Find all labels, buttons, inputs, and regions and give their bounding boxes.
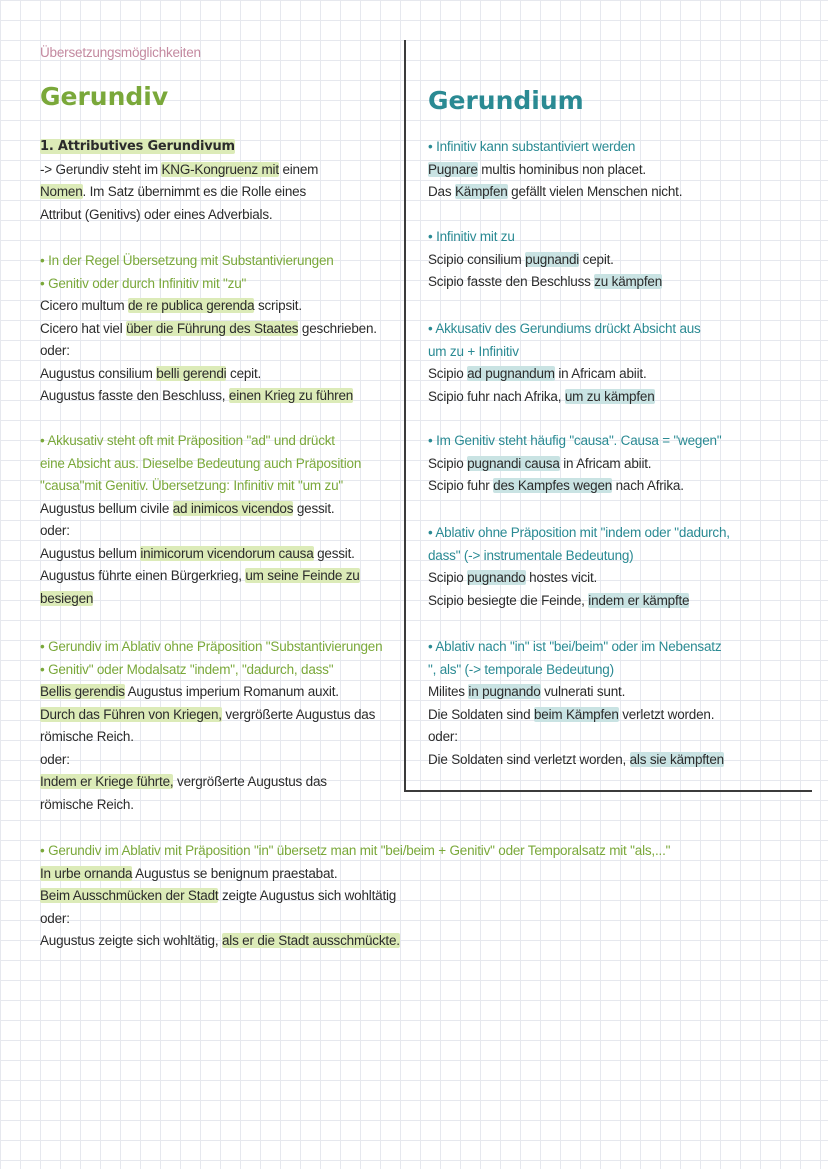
example-line: Augustus consilium belli gerendi cepit. xyxy=(40,365,262,381)
oder-line: oder: xyxy=(40,910,70,926)
bullet-line: "causa"mit Genitiv. Übersetzung: Infinitiv mit "um zu" xyxy=(40,478,343,493)
bullet-line: • Im Genitiv steht häufig "causa". Causa = "wegen" xyxy=(428,433,722,448)
example-line: Scipio consilium pugnandi cepit. xyxy=(428,251,614,267)
example-line: Augustus bellum inimicorum vicendorum causa gessit. xyxy=(40,545,355,561)
bullet-line: • Ablativ nach "in" ist "bei/beim" oder im Nebensatz xyxy=(428,639,722,654)
example-line: In urbe ornanda Augustus se benignum praestabat. xyxy=(40,865,338,881)
example-line: Augustus bellum civile ad inimicos vicendos gessit. xyxy=(40,500,335,516)
bullet-line: • Gerundiv im Ablativ mit Präposition "in" übersetz man mit "bei/beim + Genitiv" oder Temporalsatz mit "als,..." xyxy=(40,843,671,858)
bullet-line: • In der Regel Übersetzung mit Substantivierungen xyxy=(40,253,334,268)
gerundium-title: Gerundium xyxy=(428,86,584,115)
gerundium-section-ablativ xyxy=(428,522,730,612)
example-line: Indem er Kriege führte, vergrößerte Augustus das xyxy=(40,774,327,789)
oder-line: oder: xyxy=(40,751,70,767)
example-line: besiegen xyxy=(40,590,94,606)
oder-line: oder: xyxy=(40,523,70,538)
bullet-line: • Infinitiv kann substantiviert werden xyxy=(428,139,636,154)
bullet-line: dass" (-> instrumentale Bedeutung) xyxy=(428,547,634,563)
gerundium-section-genitiv xyxy=(428,430,721,498)
text-line: -> Gerundiv steht im KNG-Kongruenz mit einem xyxy=(40,161,319,177)
example-line: Pugnare multis hominibus non placet. xyxy=(428,161,646,177)
gerundiv-section-attributive xyxy=(40,136,318,226)
gerundium-section-infinitiv xyxy=(428,226,662,294)
divider-vertical xyxy=(404,40,406,792)
example-line: Scipio pugnandi causa in Africam abiit. xyxy=(428,455,652,471)
example-line: römische Reich. xyxy=(40,796,134,812)
page-heading: Übersetzungsmöglichkeiten xyxy=(40,45,201,60)
divider-horizontal xyxy=(404,790,812,792)
example-line: Scipio pugnando hostes vicit. xyxy=(428,570,598,585)
bullet-line: • Akkusativ des Gerundiums drückt Absicht aus xyxy=(428,321,701,336)
text-line: Attribut (Genitivs) oder eines Adverbials. xyxy=(40,206,273,222)
gerundiv-section-akkusativ xyxy=(40,430,361,610)
example-line: Bellis gerendis Augustus imperium Romanum auxit. xyxy=(40,684,339,699)
bullet-line: ", als" (-> temporale Bedeutung) xyxy=(428,661,614,677)
gerundium-section-substantiviert xyxy=(428,136,682,204)
bullet-line: um zu + Infinitiv xyxy=(428,343,519,359)
bottom-section xyxy=(40,840,670,953)
example-line: Die Soldaten sind verletzt worden, als sie kämpften xyxy=(428,751,724,767)
example-line: Scipio fasste den Beschluss zu kämpfen xyxy=(428,274,663,289)
example-line: Scipio fuhr nach Afrika, um zu kämpfen xyxy=(428,388,655,404)
example-line: Augustus fasste den Beschluss, einen Krieg zu führen xyxy=(40,388,354,403)
example-line: Milites in pugnando vulnerati sunt. xyxy=(428,684,626,699)
bullet-line: eine Absicht aus. Dieselbe Bedeutung auch Präposition xyxy=(40,455,362,471)
gerundiv-title: Gerundiv xyxy=(40,82,169,111)
gerundium-section-akkusativ xyxy=(428,318,701,408)
example-line: Scipio fuhr des Kampfes wegen nach Afrika. xyxy=(428,478,684,493)
example-line: Augustus führte einen Bürgerkrieg, um seine Feinde zu xyxy=(40,568,360,583)
oder-line: oder: xyxy=(40,343,70,358)
example-line: Cicero multum de re publica gerenda scripsit. xyxy=(40,298,302,313)
bullet-line: • Genitiv" oder Modalsatz "indem", "dadurch, dass" xyxy=(40,661,334,677)
example-line: Das Kämpfen gefällt vielen Menschen nicht. xyxy=(428,184,683,199)
section-heading: 1. Attributives Gerundivum xyxy=(40,139,235,154)
oder-line: oder: xyxy=(428,729,458,744)
text-line: Nomen. Im Satz übernimmt es die Rolle eines xyxy=(40,184,307,199)
bullet-line: • Akkusativ steht oft mit Präposition "ad" und drückt xyxy=(40,433,335,448)
example-line: Scipio ad pugnandum in Africam abiit. xyxy=(428,366,647,381)
example-line: Die Soldaten sind beim Kämpfen verletzt worden. xyxy=(428,706,715,722)
bullet-line: • Infinitiv mit zu xyxy=(428,229,515,244)
example-line: Scipio besiegte die Feinde, indem er kämpfte xyxy=(428,592,690,608)
gerundium-section-ablativ-in xyxy=(428,636,724,771)
bullet-line: • Gerundiv im Ablativ ohne Präposition "Substantivierungen xyxy=(40,639,383,654)
bullet-line: • Genitiv oder durch Infinitiv mit "zu" xyxy=(40,275,247,291)
example-line: römische Reich. xyxy=(40,729,134,744)
gerundiv-section-ablativ xyxy=(40,636,382,816)
example-line: Cicero hat viel über die Führung des Staates geschrieben. xyxy=(40,320,377,336)
example-line: Augustus zeigte sich wohltätig, als er die Stadt ausschmückte. xyxy=(40,933,400,948)
bullet-line: • Ablativ ohne Präposition mit "indem oder "dadurch, xyxy=(428,525,730,540)
example-line: Durch das Führen von Kriegen, vergrößerte Augustus das xyxy=(40,706,376,722)
gerundiv-section-substantivierung xyxy=(40,250,377,408)
example-line: Beim Ausschmücken der Stadt zeigte Augustus sich wohltätig xyxy=(40,888,397,903)
